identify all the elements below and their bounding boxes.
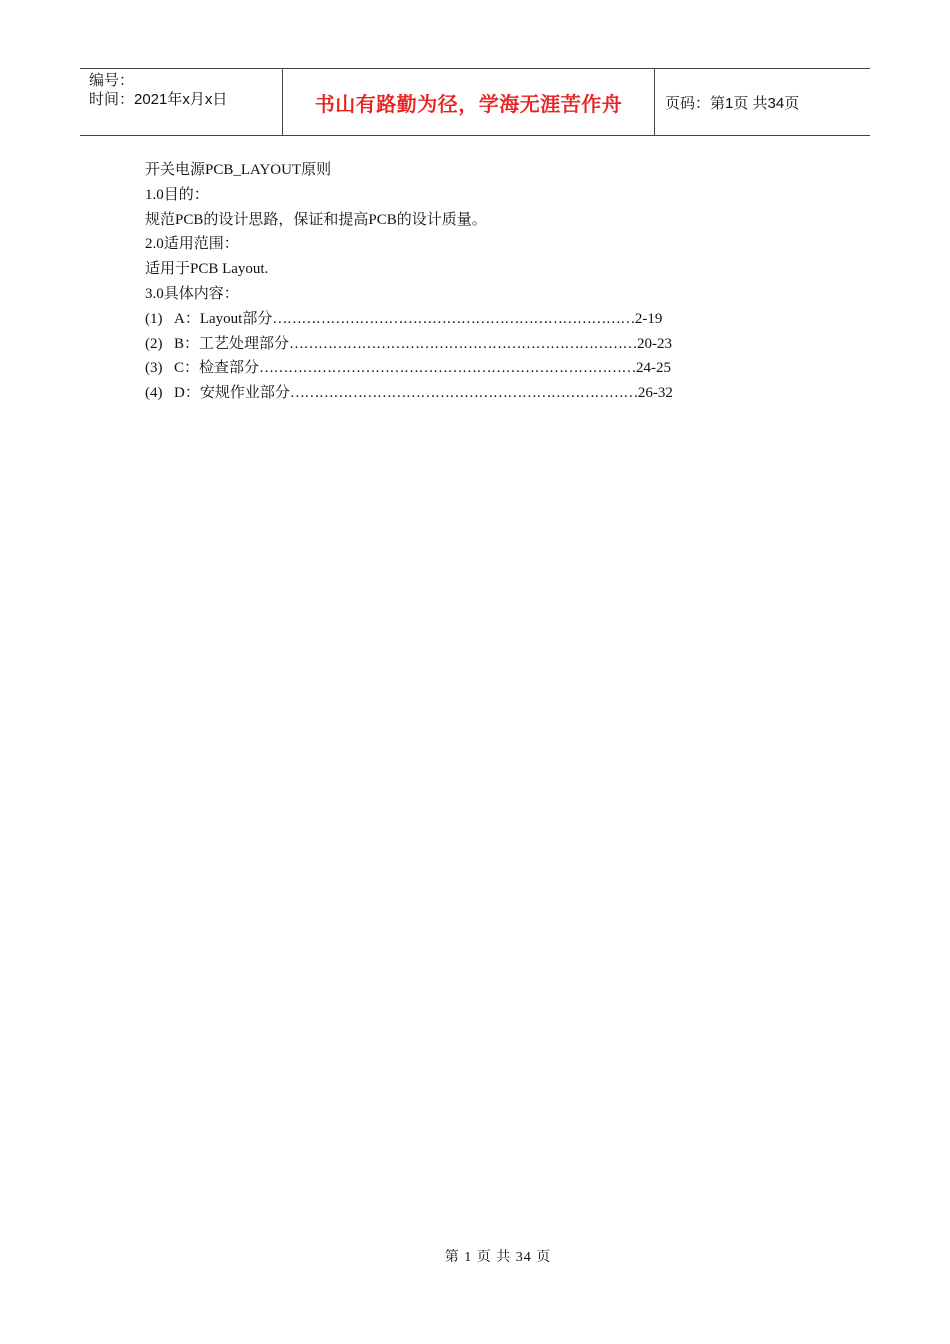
section-heading: 1.0目的： [145,186,209,203]
document-title: 开关电源PCB_LAYOUT原则 [145,162,332,178]
toc-page-range: 26-32 [637,385,673,402]
toc-leader-dots: ……………………………………………………………… [289,385,638,402]
toc-title: D：安规作业部分 [174,385,290,402]
section-heading: 2.0适用范围： [145,236,239,253]
page-header [80,68,870,136]
serial-label: 编号： [89,72,135,89]
header-meta [80,69,282,135]
toc-entry[interactable] [145,307,745,332]
toc-leader-dots: ………………………………………………………………… [272,310,635,327]
toc-entry[interactable] [145,381,745,406]
header-motto: 书山有路勤为径，学海无涯苦作舟 [282,69,655,135]
toc-page-range: 24-25 [636,360,672,377]
toc-number: (3) [145,360,163,377]
header-page-info: 页码：第1页 共34页 [665,94,800,112]
time-label: 时间：2021年x月x日 [89,91,228,108]
section-heading: 3.0具体内容： [145,285,239,302]
toc-title: B：工艺处理部分 [174,335,290,352]
toc-number: (2) [145,335,163,352]
section-text: 适用于PCB Layout. [145,261,269,278]
toc-leader-dots: …………………………………………………………………… [259,360,637,377]
page-footer: 第 1 页 共 34 页 [444,1250,552,1265]
toc-title: A：Layout部分 [174,310,273,327]
toc-page-range: 2-19 [634,310,663,327]
toc-title: C：检查部分 [174,360,260,377]
document-body [145,158,745,406]
toc-number: (4) [145,385,163,402]
section-text: 规范PCB的设计思路，保证和提高PCB的设计质量。 [145,211,487,228]
toc-entry[interactable] [145,332,745,357]
toc-number: (1) [145,310,163,327]
toc-leader-dots: ……………………………………………………………… [289,335,638,352]
toc-entry[interactable] [145,356,745,381]
toc-page-range: 20-23 [637,335,673,352]
